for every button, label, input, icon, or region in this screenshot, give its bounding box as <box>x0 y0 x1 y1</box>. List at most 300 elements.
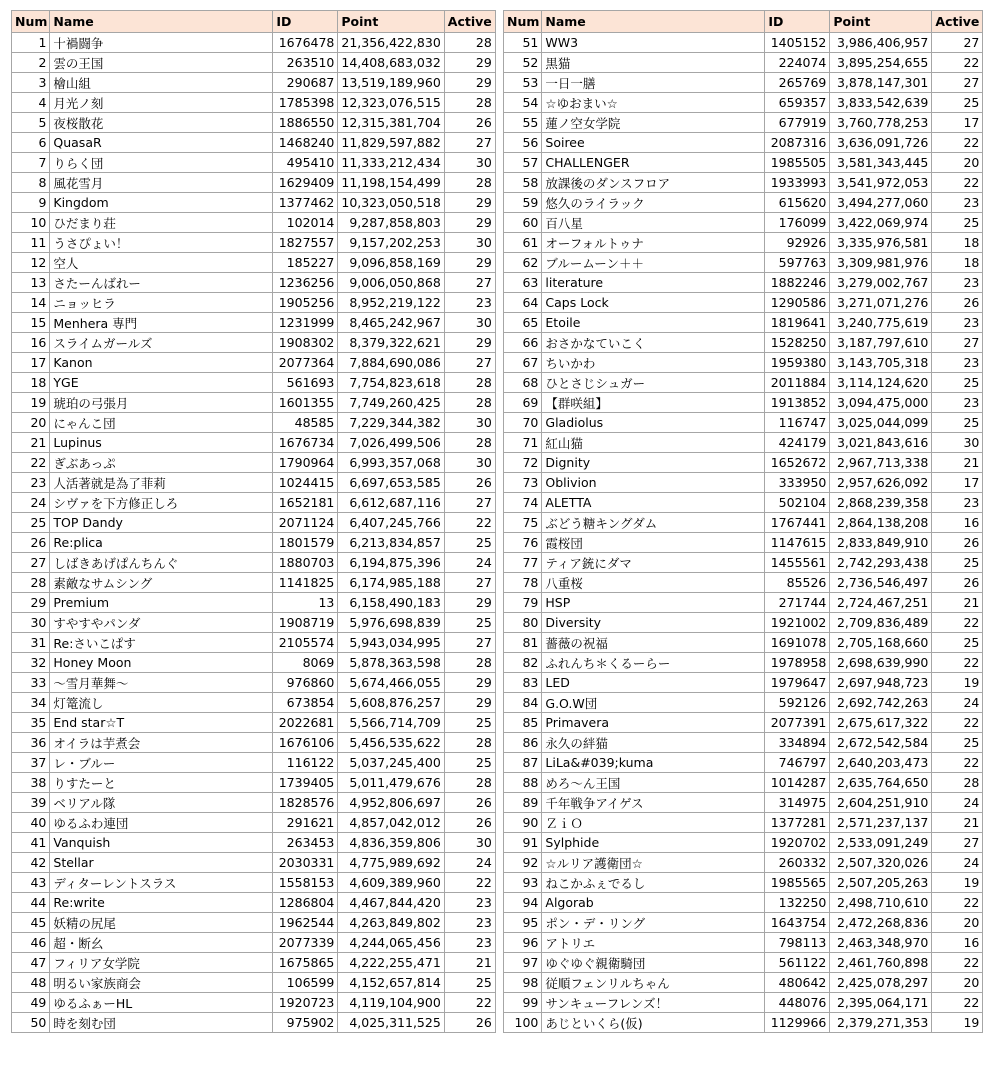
cell-id[interactable]: 798113 <box>765 933 830 953</box>
cell-point[interactable]: 7,754,823,618 <box>338 373 444 393</box>
cell-num[interactable]: 55 <box>504 113 542 133</box>
cell-name[interactable]: ティア銃にダマ <box>542 553 765 573</box>
cell-point[interactable]: 6,194,875,396 <box>338 553 444 573</box>
table-row[interactable] <box>12 273 496 293</box>
cell-active[interactable]: 19 <box>932 873 983 893</box>
cell-name[interactable]: Sylphide <box>542 833 765 853</box>
table-row[interactable] <box>12 313 496 333</box>
cell-id[interactable]: 1236256 <box>273 273 338 293</box>
cell-num[interactable]: 79 <box>504 593 542 613</box>
cell-num[interactable]: 43 <box>12 873 50 893</box>
cell-active[interactable]: 28 <box>444 393 495 413</box>
cell-point[interactable]: 2,697,948,723 <box>830 673 932 693</box>
cell-name[interactable]: ☆ゆおまい☆ <box>542 93 765 113</box>
table-row[interactable] <box>504 593 983 613</box>
cell-name[interactable]: 明るい家族商会 <box>50 973 273 993</box>
cell-id[interactable]: 561122 <box>765 953 830 973</box>
cell-active[interactable]: 27 <box>932 73 983 93</box>
cell-active[interactable]: 23 <box>444 913 495 933</box>
cell-active[interactable]: 28 <box>444 373 495 393</box>
table-row[interactable] <box>12 93 496 113</box>
cell-point[interactable]: 5,566,714,709 <box>338 713 444 733</box>
cell-active[interactable]: 20 <box>932 973 983 993</box>
cell-point[interactable]: 6,174,985,188 <box>338 573 444 593</box>
cell-name[interactable]: 超・断幺 <box>50 933 273 953</box>
cell-name[interactable]: ポン・デ・リング <box>542 913 765 933</box>
table-row[interactable] <box>12 153 496 173</box>
cell-id[interactable]: 1231999 <box>273 313 338 333</box>
cell-num[interactable]: 60 <box>504 213 542 233</box>
cell-id[interactable]: 746797 <box>765 753 830 773</box>
cell-active[interactable]: 24 <box>932 853 983 873</box>
cell-active[interactable]: 25 <box>932 633 983 653</box>
cell-id[interactable]: 314975 <box>765 793 830 813</box>
header-active[interactable]: Active <box>932 11 983 33</box>
table-row[interactable] <box>12 693 496 713</box>
cell-active[interactable]: 16 <box>932 933 983 953</box>
cell-num[interactable]: 2 <box>12 53 50 73</box>
cell-name[interactable]: ゆぐゆぐ親衛騎団 <box>542 953 765 973</box>
cell-num[interactable]: 33 <box>12 673 50 693</box>
cell-name[interactable]: LiLa&#039;kuma <box>542 753 765 773</box>
cell-num[interactable]: 64 <box>504 293 542 313</box>
table-row[interactable] <box>504 773 983 793</box>
cell-id[interactable]: 290687 <box>273 73 338 93</box>
cell-name[interactable]: CHALLENGER <box>542 153 765 173</box>
cell-point[interactable]: 2,604,251,910 <box>830 793 932 813</box>
cell-num[interactable]: 88 <box>504 773 542 793</box>
cell-active[interactable]: 18 <box>932 253 983 273</box>
cell-active[interactable]: 30 <box>444 833 495 853</box>
cell-id[interactable]: 1905256 <box>273 293 338 313</box>
cell-num[interactable]: 72 <box>504 453 542 473</box>
cell-name[interactable]: Dignity <box>542 453 765 473</box>
cell-point[interactable]: 4,775,989,692 <box>338 853 444 873</box>
cell-id[interactable]: 260332 <box>765 853 830 873</box>
cell-num[interactable]: 71 <box>504 433 542 453</box>
cell-id[interactable]: 2105574 <box>273 633 338 653</box>
cell-name[interactable]: TOP Dandy <box>50 513 273 533</box>
table-row[interactable] <box>12 113 496 133</box>
header-point[interactable]: Point <box>830 11 932 33</box>
cell-active[interactable]: 27 <box>932 833 983 853</box>
cell-id[interactable]: 424179 <box>765 433 830 453</box>
cell-point[interactable]: 2,868,239,358 <box>830 493 932 513</box>
cell-num[interactable]: 67 <box>504 353 542 373</box>
cell-name[interactable]: あじといくら(仮) <box>542 1013 765 1033</box>
cell-num[interactable]: 93 <box>504 873 542 893</box>
table-row[interactable] <box>504 333 983 353</box>
cell-name[interactable]: りすたーと <box>50 773 273 793</box>
cell-point[interactable]: 2,461,760,898 <box>830 953 932 973</box>
cell-active[interactable]: 22 <box>932 953 983 973</box>
table-row[interactable] <box>504 713 983 733</box>
cell-num[interactable]: 70 <box>504 413 542 433</box>
cell-id[interactable]: 495410 <box>273 153 338 173</box>
cell-name[interactable]: 従順フェンリルちゃん <box>542 973 765 993</box>
cell-point[interactable]: 9,157,202,253 <box>338 233 444 253</box>
cell-active[interactable]: 21 <box>932 453 983 473</box>
table-row[interactable] <box>12 353 496 373</box>
cell-name[interactable]: 檜山組 <box>50 73 273 93</box>
table-row[interactable] <box>12 453 496 473</box>
cell-point[interactable]: 5,943,034,995 <box>338 633 444 653</box>
cell-name[interactable]: ALETTA <box>542 493 765 513</box>
cell-active[interactable]: 26 <box>932 533 983 553</box>
cell-name[interactable]: 一日一膳 <box>542 73 765 93</box>
cell-num[interactable]: 39 <box>12 793 50 813</box>
cell-id[interactable]: 1629409 <box>273 173 338 193</box>
header-id[interactable]: ID <box>765 11 830 33</box>
cell-id[interactable]: 48585 <box>273 413 338 433</box>
cell-num[interactable]: 44 <box>12 893 50 913</box>
cell-point[interactable]: 5,608,876,257 <box>338 693 444 713</box>
cell-id[interactable]: 116747 <box>765 413 830 433</box>
cell-active[interactable]: 22 <box>932 53 983 73</box>
cell-name[interactable]: 十禍闘争 <box>50 33 273 53</box>
cell-point[interactable]: 3,636,091,726 <box>830 133 932 153</box>
cell-active[interactable]: 20 <box>932 153 983 173</box>
cell-point[interactable]: 8,465,242,967 <box>338 313 444 333</box>
table-row[interactable] <box>12 173 496 193</box>
cell-num[interactable]: 100 <box>504 1013 542 1033</box>
cell-id[interactable]: 271744 <box>765 593 830 613</box>
cell-name[interactable]: りらく団 <box>50 153 273 173</box>
table-row[interactable] <box>504 353 983 373</box>
cell-active[interactable]: 25 <box>932 413 983 433</box>
table-row[interactable] <box>12 793 496 813</box>
cell-id[interactable]: 1643754 <box>765 913 830 933</box>
cell-id[interactable]: 1959380 <box>765 353 830 373</box>
header-active[interactable]: Active <box>444 11 495 33</box>
table-row[interactable] <box>12 733 496 753</box>
table-row[interactable] <box>12 653 496 673</box>
cell-num[interactable]: 8 <box>12 173 50 193</box>
cell-num[interactable]: 51 <box>504 33 542 53</box>
table-row[interactable] <box>504 753 983 773</box>
cell-active[interactable]: 29 <box>444 213 495 233</box>
cell-active[interactable]: 24 <box>444 853 495 873</box>
cell-name[interactable]: literature <box>542 273 765 293</box>
cell-name[interactable]: ゆるふわ連団 <box>50 813 273 833</box>
table-row[interactable] <box>12 593 496 613</box>
table-row[interactable] <box>12 533 496 553</box>
cell-name[interactable]: ひとさじシュガー <box>542 373 765 393</box>
cell-name[interactable]: ふれんち＊くるーらー <box>542 653 765 673</box>
cell-num[interactable]: 31 <box>12 633 50 653</box>
cell-point[interactable]: 2,507,320,026 <box>830 853 932 873</box>
cell-id[interactable]: 185227 <box>273 253 338 273</box>
cell-name[interactable]: フィリア女学院 <box>50 953 273 973</box>
cell-name[interactable]: Lupinus <box>50 433 273 453</box>
cell-point[interactable]: 11,829,597,882 <box>338 133 444 153</box>
cell-id[interactable]: 1675865 <box>273 953 338 973</box>
cell-id[interactable]: 1014287 <box>765 773 830 793</box>
table-row[interactable] <box>504 113 983 133</box>
table-row[interactable] <box>504 993 983 1013</box>
cell-active[interactable]: 22 <box>932 133 983 153</box>
cell-active[interactable]: 25 <box>444 533 495 553</box>
cell-name[interactable]: 時を刻む団 <box>50 1013 273 1033</box>
cell-num[interactable]: 14 <box>12 293 50 313</box>
cell-num[interactable]: 74 <box>504 493 542 513</box>
cell-point[interactable]: 3,986,406,957 <box>830 33 932 53</box>
cell-point[interactable]: 3,541,972,053 <box>830 173 932 193</box>
cell-point[interactable]: 2,379,271,353 <box>830 1013 932 1033</box>
cell-name[interactable]: ねこかふぇでるし <box>542 873 765 893</box>
cell-active[interactable]: 30 <box>444 413 495 433</box>
cell-point[interactable]: 2,507,205,263 <box>830 873 932 893</box>
cell-active[interactable]: 27 <box>444 133 495 153</box>
cell-id[interactable]: 102014 <box>273 213 338 233</box>
cell-num[interactable]: 1 <box>12 33 50 53</box>
cell-point[interactable]: 5,878,363,598 <box>338 653 444 673</box>
cell-active[interactable]: 28 <box>444 173 495 193</box>
cell-active[interactable]: 28 <box>444 653 495 673</box>
cell-id[interactable]: 592126 <box>765 693 830 713</box>
table-row[interactable] <box>12 193 496 213</box>
table-row[interactable] <box>12 873 496 893</box>
cell-active[interactable]: 29 <box>444 193 495 213</box>
cell-num[interactable]: 83 <box>504 673 542 693</box>
cell-id[interactable]: 1921002 <box>765 613 830 633</box>
cell-active[interactable]: 23 <box>444 893 495 913</box>
cell-name[interactable]: ＺｉＯ <box>542 813 765 833</box>
cell-num[interactable]: 68 <box>504 373 542 393</box>
cell-point[interactable]: 4,025,311,525 <box>338 1013 444 1033</box>
cell-id[interactable]: 1819641 <box>765 313 830 333</box>
cell-point[interactable]: 4,952,806,697 <box>338 793 444 813</box>
cell-active[interactable]: 20 <box>932 913 983 933</box>
cell-active[interactable]: 26 <box>932 293 983 313</box>
cell-active[interactable]: 26 <box>444 113 495 133</box>
cell-point[interactable]: 2,692,742,263 <box>830 693 932 713</box>
cell-point[interactable]: 3,114,124,620 <box>830 373 932 393</box>
table-row[interactable] <box>504 973 983 993</box>
table-row[interactable] <box>12 293 496 313</box>
cell-active[interactable]: 22 <box>932 173 983 193</box>
cell-id[interactable]: 1129966 <box>765 1013 830 1033</box>
cell-num[interactable]: 54 <box>504 93 542 113</box>
cell-point[interactable]: 12,323,076,515 <box>338 93 444 113</box>
cell-id[interactable]: 502104 <box>765 493 830 513</box>
cell-name[interactable]: 八重桜 <box>542 573 765 593</box>
cell-active[interactable]: 22 <box>932 653 983 673</box>
cell-id[interactable]: 975902 <box>273 1013 338 1033</box>
cell-name[interactable]: Diversity <box>542 613 765 633</box>
cell-num[interactable]: 96 <box>504 933 542 953</box>
table-row[interactable] <box>12 493 496 513</box>
cell-point[interactable]: 6,612,687,116 <box>338 493 444 513</box>
cell-active[interactable]: 28 <box>444 773 495 793</box>
cell-active[interactable]: 25 <box>932 213 983 233</box>
cell-num[interactable]: 12 <box>12 253 50 273</box>
cell-num[interactable]: 18 <box>12 373 50 393</box>
cell-point[interactable]: 6,158,490,183 <box>338 593 444 613</box>
cell-point[interactable]: 2,742,293,438 <box>830 553 932 573</box>
table-row[interactable] <box>12 513 496 533</box>
cell-num[interactable]: 59 <box>504 193 542 213</box>
cell-num[interactable]: 62 <box>504 253 542 273</box>
cell-point[interactable]: 6,407,245,766 <box>338 513 444 533</box>
cell-active[interactable]: 21 <box>444 953 495 973</box>
cell-id[interactable]: 176099 <box>765 213 830 233</box>
table-row[interactable] <box>504 1013 983 1033</box>
cell-name[interactable]: WW3 <box>542 33 765 53</box>
cell-point[interactable]: 9,006,050,868 <box>338 273 444 293</box>
cell-num[interactable]: 38 <box>12 773 50 793</box>
table-row[interactable] <box>504 793 983 813</box>
cell-num[interactable]: 78 <box>504 573 542 593</box>
cell-num[interactable]: 73 <box>504 473 542 493</box>
table-row[interactable] <box>504 213 983 233</box>
table-row[interactable] <box>12 833 496 853</box>
cell-active[interactable]: 27 <box>444 493 495 513</box>
table-row[interactable] <box>12 773 496 793</box>
cell-num[interactable]: 36 <box>12 733 50 753</box>
cell-num[interactable]: 81 <box>504 633 542 653</box>
cell-point[interactable]: 4,244,065,456 <box>338 933 444 953</box>
cell-id[interactable]: 1882246 <box>765 273 830 293</box>
cell-name[interactable]: Caps Lock <box>542 293 765 313</box>
cell-active[interactable]: 17 <box>932 113 983 133</box>
cell-id[interactable]: 2071124 <box>273 513 338 533</box>
cell-id[interactable]: 1886550 <box>273 113 338 133</box>
cell-point[interactable]: 2,498,710,610 <box>830 893 932 913</box>
cell-active[interactable]: 25 <box>444 713 495 733</box>
cell-num[interactable]: 16 <box>12 333 50 353</box>
cell-active[interactable]: 23 <box>932 313 983 333</box>
cell-name[interactable]: Re:さいこぱす <box>50 633 273 653</box>
cell-name[interactable]: 空人 <box>50 253 273 273</box>
cell-active[interactable]: 27 <box>444 353 495 373</box>
cell-active[interactable]: 22 <box>932 753 983 773</box>
cell-active[interactable]: 25 <box>932 93 983 113</box>
cell-point[interactable]: 3,760,778,253 <box>830 113 932 133</box>
cell-id[interactable]: 291621 <box>273 813 338 833</box>
cell-name[interactable]: Kingdom <box>50 193 273 213</box>
cell-point[interactable]: 9,287,858,803 <box>338 213 444 233</box>
table-row[interactable] <box>504 473 983 493</box>
table-row[interactable] <box>12 893 496 913</box>
table-row[interactable] <box>12 573 496 593</box>
table-row[interactable] <box>12 33 496 53</box>
cell-name[interactable]: 風花雪月 <box>50 173 273 193</box>
cell-name[interactable]: Kanon <box>50 353 273 373</box>
cell-point[interactable]: 2,425,078,297 <box>830 973 932 993</box>
table-row[interactable] <box>504 173 983 193</box>
cell-active[interactable]: 25 <box>932 553 983 573</box>
table-row[interactable] <box>504 313 983 333</box>
cell-num[interactable]: 30 <box>12 613 50 633</box>
cell-point[interactable]: 3,581,343,445 <box>830 153 932 173</box>
cell-num[interactable]: 7 <box>12 153 50 173</box>
cell-active[interactable]: 23 <box>932 273 983 293</box>
cell-active[interactable]: 26 <box>444 1013 495 1033</box>
cell-active[interactable]: 30 <box>444 313 495 333</box>
table-row[interactable] <box>12 633 496 653</box>
cell-name[interactable]: サンキューフレンズ！ <box>542 993 765 1013</box>
table-row[interactable] <box>12 133 496 153</box>
cell-point[interactable]: 2,463,348,970 <box>830 933 932 953</box>
table-row[interactable] <box>504 433 983 453</box>
table-row[interactable] <box>504 233 983 253</box>
cell-id[interactable]: 1908302 <box>273 333 338 353</box>
cell-num[interactable]: 29 <box>12 593 50 613</box>
cell-num[interactable]: 34 <box>12 693 50 713</box>
cell-id[interactable]: 92926 <box>765 233 830 253</box>
cell-point[interactable]: 2,967,713,338 <box>830 453 932 473</box>
cell-num[interactable]: 21 <box>12 433 50 453</box>
cell-id[interactable]: 1920702 <box>765 833 830 853</box>
cell-name[interactable]: ブルームーン＋＋ <box>542 253 765 273</box>
cell-id[interactable]: 480642 <box>765 973 830 993</box>
cell-point[interactable]: 12,315,381,704 <box>338 113 444 133</box>
cell-active[interactable]: 21 <box>932 593 983 613</box>
cell-id[interactable]: 1933993 <box>765 173 830 193</box>
cell-id[interactable]: 2022681 <box>273 713 338 733</box>
cell-active[interactable]: 21 <box>932 813 983 833</box>
cell-name[interactable]: 薔薇の祝福 <box>542 633 765 653</box>
table-row[interactable] <box>504 733 983 753</box>
table-row[interactable] <box>504 853 983 873</box>
cell-num[interactable]: 35 <box>12 713 50 733</box>
cell-active[interactable]: 29 <box>444 693 495 713</box>
cell-name[interactable]: QuasaR <box>50 133 273 153</box>
table-row[interactable] <box>12 813 496 833</box>
table-row[interactable] <box>504 533 983 553</box>
table-row[interactable] <box>504 953 983 973</box>
cell-point[interactable]: 4,609,389,960 <box>338 873 444 893</box>
cell-name[interactable]: オイラは芋煮会 <box>50 733 273 753</box>
cell-name[interactable]: にゃんこ団 <box>50 413 273 433</box>
cell-name[interactable]: 灯篭流し <box>50 693 273 713</box>
cell-num[interactable]: 22 <box>12 453 50 473</box>
cell-id[interactable]: 1790964 <box>273 453 338 473</box>
table-row[interactable] <box>504 873 983 893</box>
table-row[interactable] <box>504 293 983 313</box>
cell-id[interactable]: 1405152 <box>765 33 830 53</box>
cell-name[interactable]: 蓮ノ空女学院 <box>542 113 765 133</box>
cell-name[interactable]: 人活著就是為了菲莉 <box>50 473 273 493</box>
cell-num[interactable]: 53 <box>504 73 542 93</box>
cell-num[interactable]: 76 <box>504 533 542 553</box>
cell-id[interactable]: 265769 <box>765 73 830 93</box>
cell-num[interactable]: 46 <box>12 933 50 953</box>
table-row[interactable] <box>504 493 983 513</box>
cell-point[interactable]: 3,025,044,099 <box>830 413 932 433</box>
cell-point[interactable]: 4,222,255,471 <box>338 953 444 973</box>
table-row[interactable] <box>504 253 983 273</box>
table-row[interactable] <box>12 333 496 353</box>
cell-num[interactable]: 25 <box>12 513 50 533</box>
cell-point[interactable]: 4,857,042,012 <box>338 813 444 833</box>
table-row[interactable] <box>12 1013 496 1033</box>
cell-id[interactable]: 132250 <box>765 893 830 913</box>
cell-point[interactable]: 5,011,479,676 <box>338 773 444 793</box>
cell-id[interactable]: 85526 <box>765 573 830 593</box>
table-row[interactable] <box>12 53 496 73</box>
table-row[interactable] <box>504 393 983 413</box>
cell-name[interactable]: End star☆T <box>50 713 273 733</box>
cell-active[interactable]: 28 <box>932 773 983 793</box>
cell-num[interactable]: 24 <box>12 493 50 513</box>
cell-num[interactable]: 17 <box>12 353 50 373</box>
cell-active[interactable]: 26 <box>444 473 495 493</box>
cell-name[interactable]: 悠久のライラック <box>542 193 765 213</box>
cell-active[interactable]: 19 <box>932 1013 983 1033</box>
cell-num[interactable]: 11 <box>12 233 50 253</box>
